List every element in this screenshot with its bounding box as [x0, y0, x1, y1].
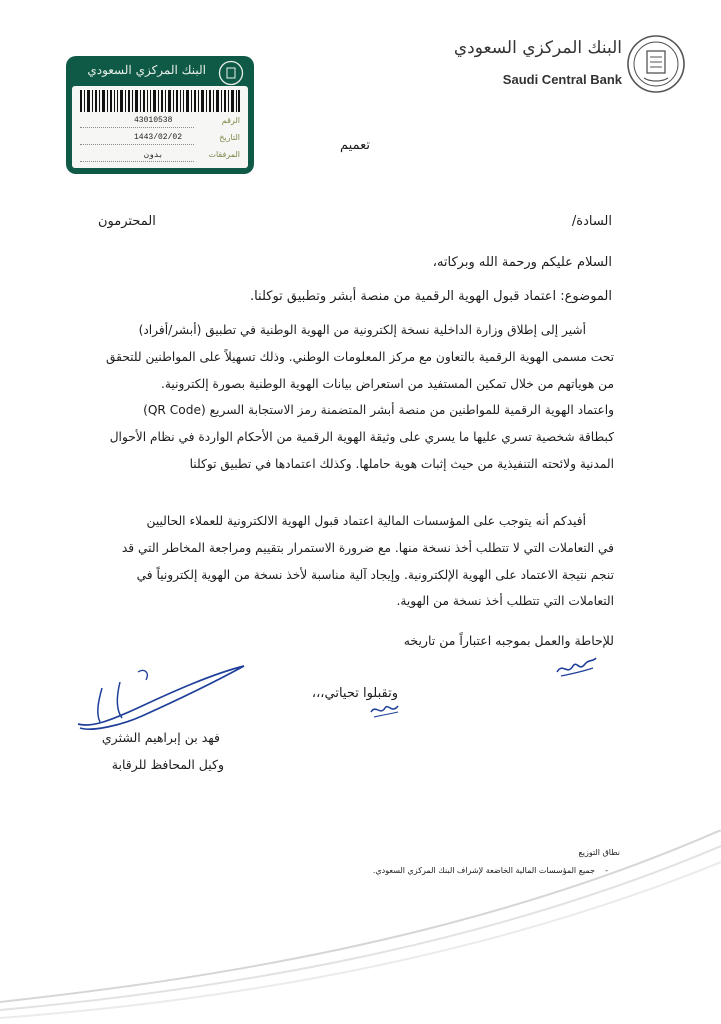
stamp-number-row: [78, 116, 242, 130]
paragraph-line: التعاملات التي تتطلب أخذ نسخة من الهوية.: [396, 594, 614, 609]
subject-line: الموضوع: اعتماد قبول الهوية الرقمية من منصة أبشر وتطبيق توكلنا.: [249, 289, 612, 304]
stamp-bank-name: البنك المركزي السعودي: [87, 63, 206, 77]
paragraph-line: المدنية ولائحته التنفيذية من حيث إثبات هوية حاملها. وكذلك اعتمادها في تطبيق توكلنا: [189, 456, 614, 471]
stamp-attachments-label: المرفقات: [208, 150, 240, 159]
bank-name-english: Saudi Central Bank: [502, 72, 622, 87]
paragraph-line: تحت مسمى الهوية الرقمية بالتعاون مع مركز المعلومات الوطني. وذلك تسهيلاً على المواطنين للتحقق: [105, 349, 614, 364]
decorative-curves: [0, 830, 721, 1024]
paragraph-1: [96, 317, 614, 478]
stamp-fields: [72, 86, 248, 168]
stamp-date-line: [80, 144, 194, 145]
signer-name: فهد بن إبراهيم الشثري: [101, 730, 220, 745]
initials-signature: [553, 650, 599, 680]
stamp-date-label: التاريخ: [219, 133, 240, 142]
distribution-item-text: جميع المؤسسات المالية الخاضعة لإشراف البنك المركزي السعودي.: [372, 866, 595, 875]
stamp-date-value: 1443/02/02: [134, 133, 183, 142]
greeting: السلام عليكم ورحمة الله وبركاته،: [432, 255, 612, 270]
stamp-attachments-line: [80, 161, 194, 162]
stamp-number-line: [80, 127, 194, 128]
barcode: [80, 90, 240, 112]
salutation-honorific: المحترمون: [98, 214, 156, 229]
paragraph-line: كبطاقة شخصية تسري عليها ما يسري على وثيقة الهوية الرقمية من الأحكام الواردة في نظام الأحوال: [109, 430, 614, 445]
stamp-seal-icon: [218, 60, 244, 86]
official-signature: [72, 658, 252, 738]
salutation-addressee: السادة/: [571, 214, 612, 229]
paragraph-line: في التعاملات التي لا تتطلب أخذ نسخة منها. مع ضرورة الاستمرار بتقييم ومراجعة المخاطر التي قد: [121, 540, 614, 555]
distribution-title: نطاق التوزيع: [578, 848, 620, 857]
paragraph-line: تنجم نتيجة الاعتماد على الهوية الإلكترونية. وإيجاد آلية مناسبة لأخذ نسخة من الهوية إلكترونياً في: [136, 567, 614, 582]
reference-stamp: [66, 56, 254, 174]
paragraph-line: واعتماد الهوية الرقمية للمواطنين من منصة أبشر المتضمنة رمز الاستجابة السريع (QR Code): [143, 403, 614, 418]
regards-line: وتقبلوا تحياتي،،،: [311, 686, 398, 701]
paragraph-line: أفيدكم أنه يتوجب على المؤسسات المالية اعتماد قبول الهوية الالكترونية للعملاء الحاليين: [146, 514, 586, 528]
letter-type: تعميم: [340, 138, 370, 153]
signer-title: وكيل المحافظ للرقابة: [111, 757, 224, 772]
paragraph-line: أشير إلى إطلاق وزارة الداخلية نسخة إلكترونية من الهوية الوطنية في تطبيق (أبشر/أفراد): [138, 323, 586, 337]
stamp-number-label: الرقم: [221, 116, 240, 125]
stamp-number-value: 43010538: [134, 116, 173, 125]
initials-signature: [368, 696, 402, 720]
stamp-attachments-row: [78, 150, 242, 164]
distribution-item: [326, 866, 608, 875]
paragraph-line: من هوياتهم من خلال تمكين المستفيد من استعراض بيانات الهوية الوطنية بصورة إلكترونية.: [161, 376, 614, 391]
paragraph-2: [96, 508, 614, 615]
distribution-bullet: -: [594, 866, 608, 875]
bank-seal-icon: [626, 34, 686, 94]
stamp-attachments-value: بدون: [144, 151, 164, 160]
stamp-date-row: [78, 133, 242, 147]
closing-line: للإحاطة والعمل بموجبه اعتباراً من تاريخه: [403, 633, 614, 648]
bank-name-arabic: البنك المركزي السعودي: [453, 38, 622, 58]
